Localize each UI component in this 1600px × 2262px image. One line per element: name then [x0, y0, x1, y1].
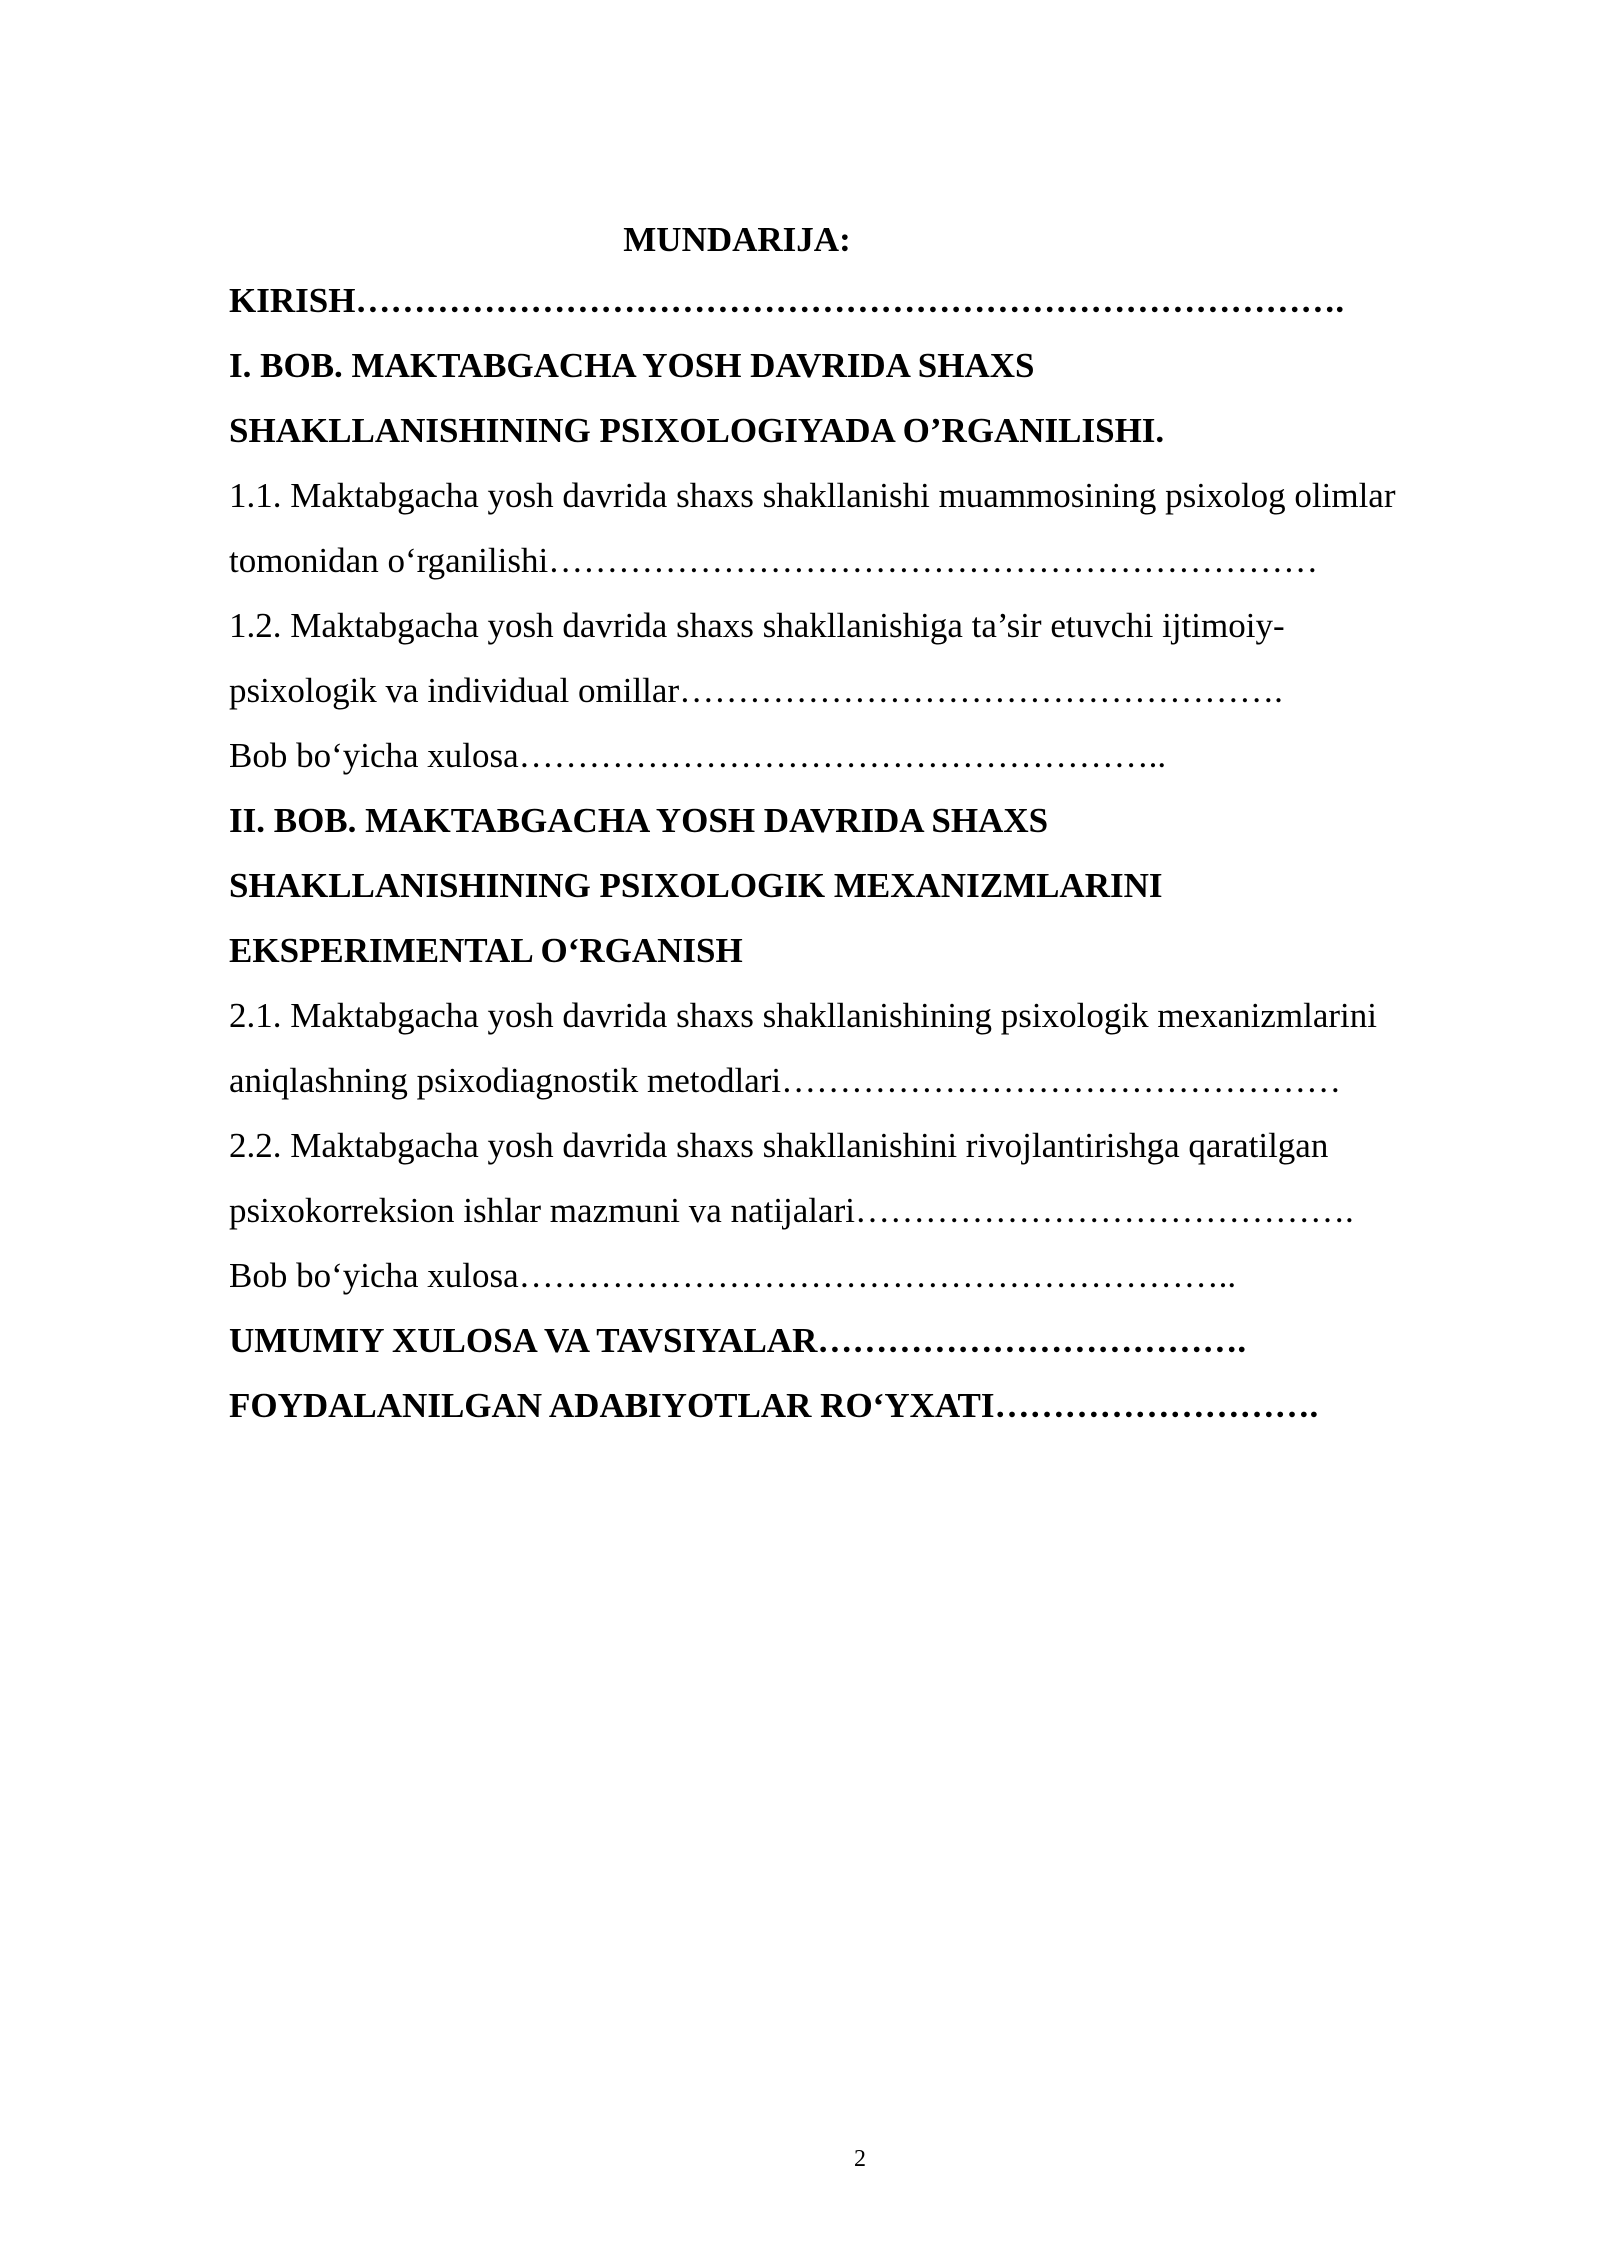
- toc-line: 2.1. Maktabgacha yosh davrida shaxs shakllanishining psixologik mexanizmlarini: [229, 996, 1377, 1035]
- toc-line: UMUMIY XULOSA VA TAVSIYALAR……………………………….: [229, 1321, 1247, 1360]
- toc-line: psixokorreksion ishlar mazmuni va natijalari…………………………………….: [229, 1191, 1354, 1230]
- table-of-contents: [229, 212, 1529, 1438]
- toc-line: 1.1. Maktabgacha yosh davrida shaxs shakllanishi muammosining psixolog olimlar: [229, 476, 1396, 515]
- toc-title: MUNDARIJA:: [623, 220, 851, 259]
- toc-line: tomonidan o‘rganilishi…………………………………………………………: [229, 541, 1319, 580]
- toc-line: 2.2. Maktabgacha yosh davrida shaxs shakllanishini rivojlantirishga qaratilgan: [229, 1126, 1329, 1165]
- toc-line: EKSPERIMENTAL O‘RGANISH: [229, 931, 743, 970]
- toc-line: SHAKLLANISHINING PSIXOLOGIYADA O’RGANILISHI.: [229, 411, 1165, 450]
- toc-lines: [229, 268, 1529, 1438]
- toc-line: FOYDALANILGAN ADABIYOTLAR RO‘YXATI……………………….: [229, 1386, 1319, 1425]
- toc-line: Bob bo‘yicha xulosa……………………………………………………..: [229, 1256, 1237, 1295]
- toc-line: psixologik va individual omillar…………………………………………….: [229, 671, 1283, 710]
- toc-line: II. BOB. MAKTABGACHA YOSH DAVRIDA SHAXS: [229, 801, 1049, 840]
- toc-line: 1.2. Maktabgacha yosh davrida shaxs shakllanishiga ta’sir etuvchi ijtimoiy-: [229, 606, 1285, 645]
- toc-line: Bob bo‘yicha xulosa………………………………………………..: [229, 736, 1167, 775]
- page-number: 2: [854, 2146, 866, 2172]
- toc-line: KIRISH………………………………………………………………………….: [229, 281, 1345, 320]
- toc-line: SHAKLLANISHINING PSIXOLOGIK MEXANIZMLARINI: [229, 866, 1163, 905]
- toc-line: aniqlashning psixodiagnostik metodlari…………………………………………: [229, 1061, 1342, 1100]
- toc-line: I. BOB. MAKTABGACHA YOSH DAVRIDA SHAXS: [229, 346, 1035, 385]
